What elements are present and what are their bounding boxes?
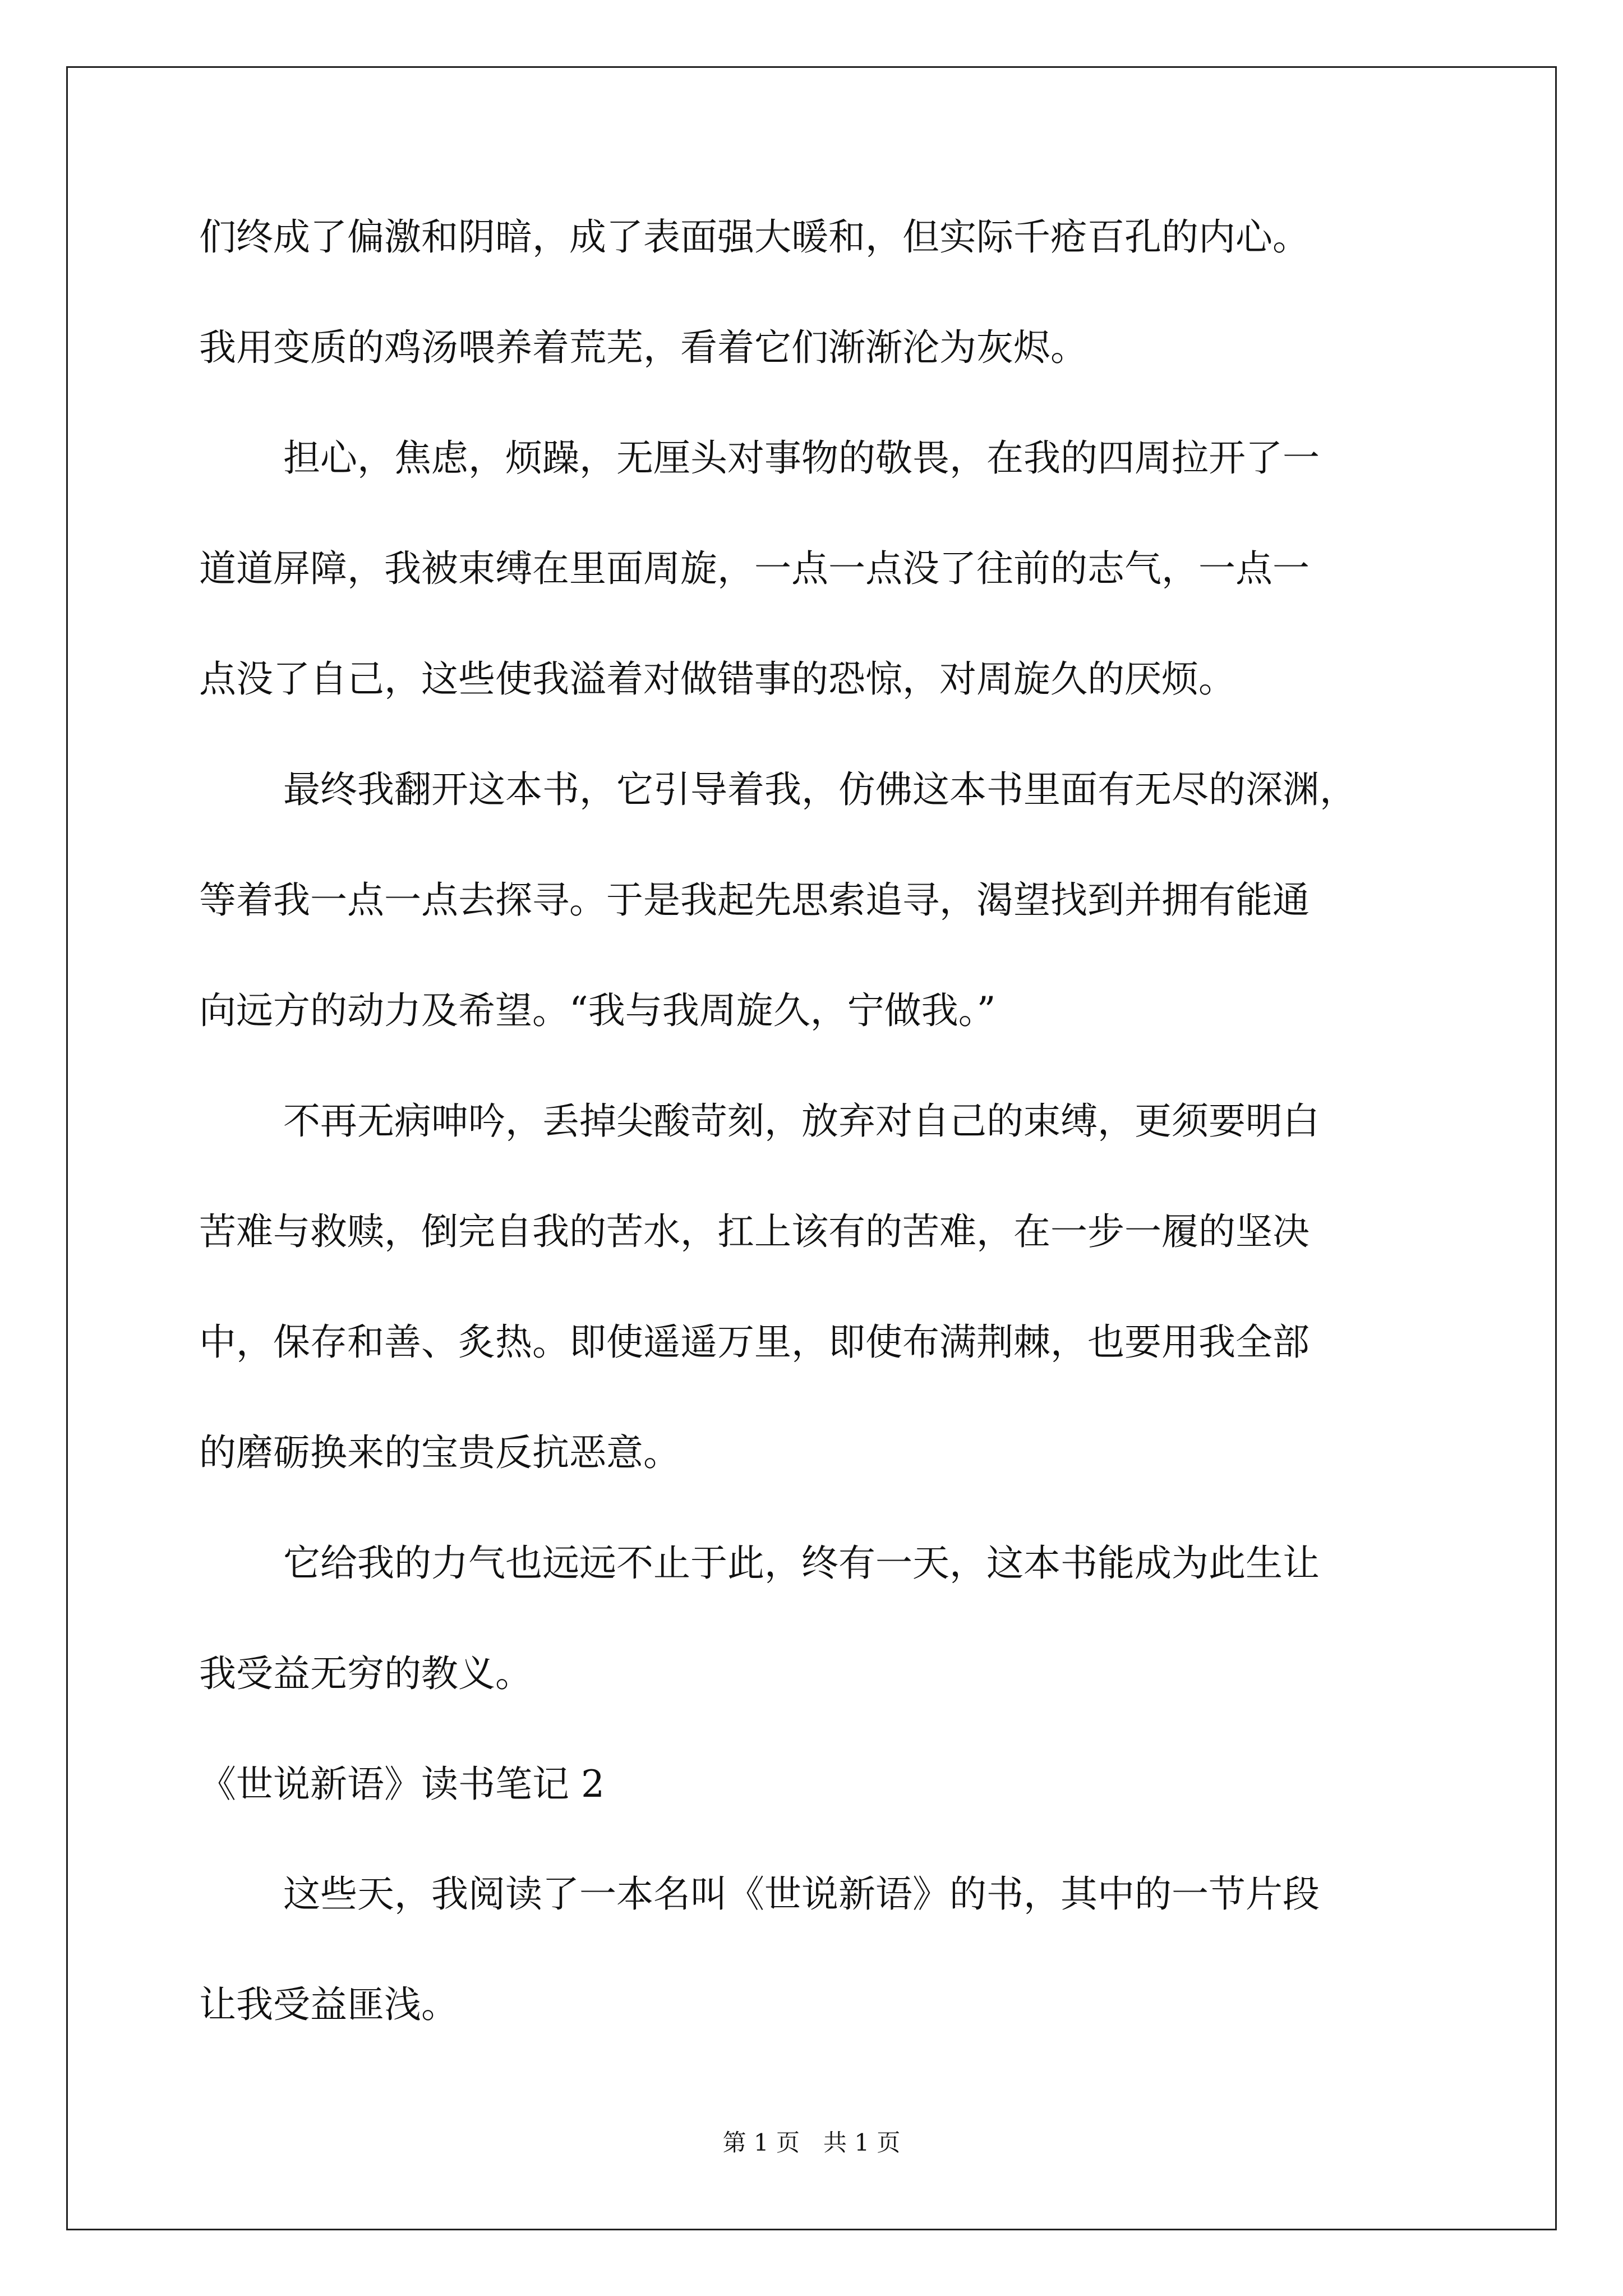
text-line: 向远方的动力及希望。“我与我周旋久，宁做我。” — [199, 989, 996, 1032]
text-line: 我受益无穷的教义。 — [199, 1652, 532, 1695]
text-line: 让我受益匪浅。 — [199, 1983, 458, 2026]
text-line: 点没了自己，这些使我溢着对做错事的恐惊，对周旋久的厌烦。 — [199, 657, 1235, 701]
text-line: 我用变质的鸡汤喂养着荒芜，看着它们渐渐沦为灰烬。 — [199, 326, 1087, 369]
paragraph-start-line: 最终我翻开这本书，它引导着我，仿佛这本书里面有无尽的深渊， — [283, 768, 1357, 811]
text-line: 中，保存和善、炙热。即使遥遥万里，即使布满荆棘，也要用我全部 — [199, 1320, 1310, 1364]
text-line: 们终成了偏激和阴暗，成了表面强大暖和，但实际千疮百孔的内心。 — [199, 215, 1310, 259]
text-line: 的磨砺换来的宝贵反抗恶意。 — [199, 1431, 680, 1474]
paragraph-start-line: 不再无病呻吟，丢掉尖酸苛刻，放弃对自己的束缚，更须要明白 — [283, 1099, 1320, 1143]
page-number-footer: 第 1 页 共 1 页 — [722, 2129, 901, 2156]
text-line: 道道屏障，我被束缚在里面周旋，一点一点没了往前的志气，一点一 — [199, 547, 1310, 590]
text-line: 苦难与救赎，倒完自我的苦水，扛上该有的苦难，在一步一履的坚决 — [199, 1210, 1310, 1253]
text-line: 等着我一点一点去探寻。于是我起先思索追寻，渴望找到并拥有能通 — [199, 878, 1310, 922]
paragraph-start-line: 这些天，我阅读了一本名叫《世说新语》的书，其中的一节片段 — [283, 1872, 1320, 1916]
paragraph-start-line: 担心，焦虑，烦躁，无厘头对事物的敬畏，在我的四周拉开了一 — [283, 436, 1320, 480]
section-heading: 《世说新语》读书笔记 2 — [199, 1763, 605, 1806]
paragraph-start-line: 它给我的力气也远远不止于此，终有一天，这本书能成为此生让 — [283, 1542, 1320, 1585]
document-body — [199, 204, 1433, 2082]
